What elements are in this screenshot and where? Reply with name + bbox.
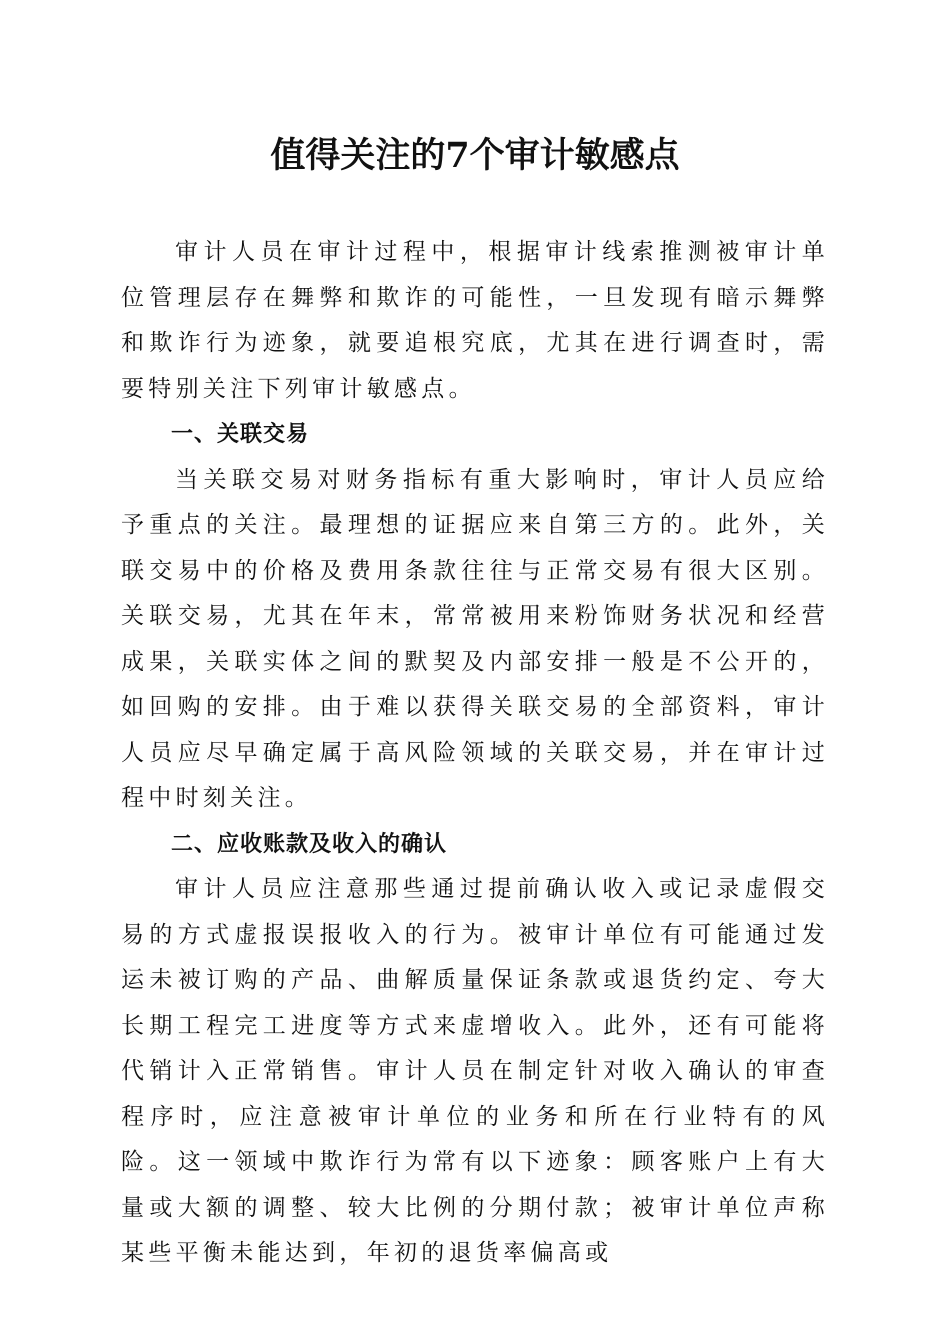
document-body bbox=[121, 230, 829, 1277]
section-paragraph-related-transactions: 当关联交易对财务指标有重大影响时，审计人员应给予重点的关注。最理想的证据应来自第三方的。此外，关联交易中的价格及费用条款往往与正常交易有很大区别。关联交易，尤其在年末，常常被用来粉饰财务状况和经营成果，关联实体之间的默契及内部安排一般是不公开的，如回购的安排。由于难以获得关联交易的全部资料，审计人员应尽早确定属于高风险领域的关联交易，并在审计过程中时刻关注。 bbox=[121, 466, 829, 811]
section-paragraph-receivables-revenue: 审计人员应注意那些通过提前确认收入或记录虚假交易的方式虚报误报收入的行为。被审计单位有可能通过发运未被订购的产品、曲解质量保证条款或退货约定、夸大长期工程完工进度等方式来虚增收入。此外，还有可能将代销计入正常销售。审计人员在制定针对收入确认的审查程序时，应注意被审计单位的业务和所在行业特有的风险。这一领域中欺诈行为常有以下迹象：顾客账户上有大量或大额的调整、较大比例的分期付款；被审计单位声称某些平衡未能达到，年初的退货率偏高或 bbox=[121, 876, 829, 1266]
intro-paragraph: 审计人员在审计过程中，根据审计线索推测被审计单位管理层存在舞弊和欺诈的可能性，一旦发现有暗示舞弊和欺诈行为迹象，就要追根究底，尤其在进行调查时，需要特别关注下列审计敏感点。 bbox=[121, 239, 829, 402]
section-heading-related-transactions: 一、关联交易 bbox=[171, 422, 310, 447]
document-title: 值得关注的7个审计敏感点 bbox=[270, 135, 680, 176]
section-heading-receivables-revenue: 二、应收账款及收入的确认 bbox=[171, 831, 448, 857]
